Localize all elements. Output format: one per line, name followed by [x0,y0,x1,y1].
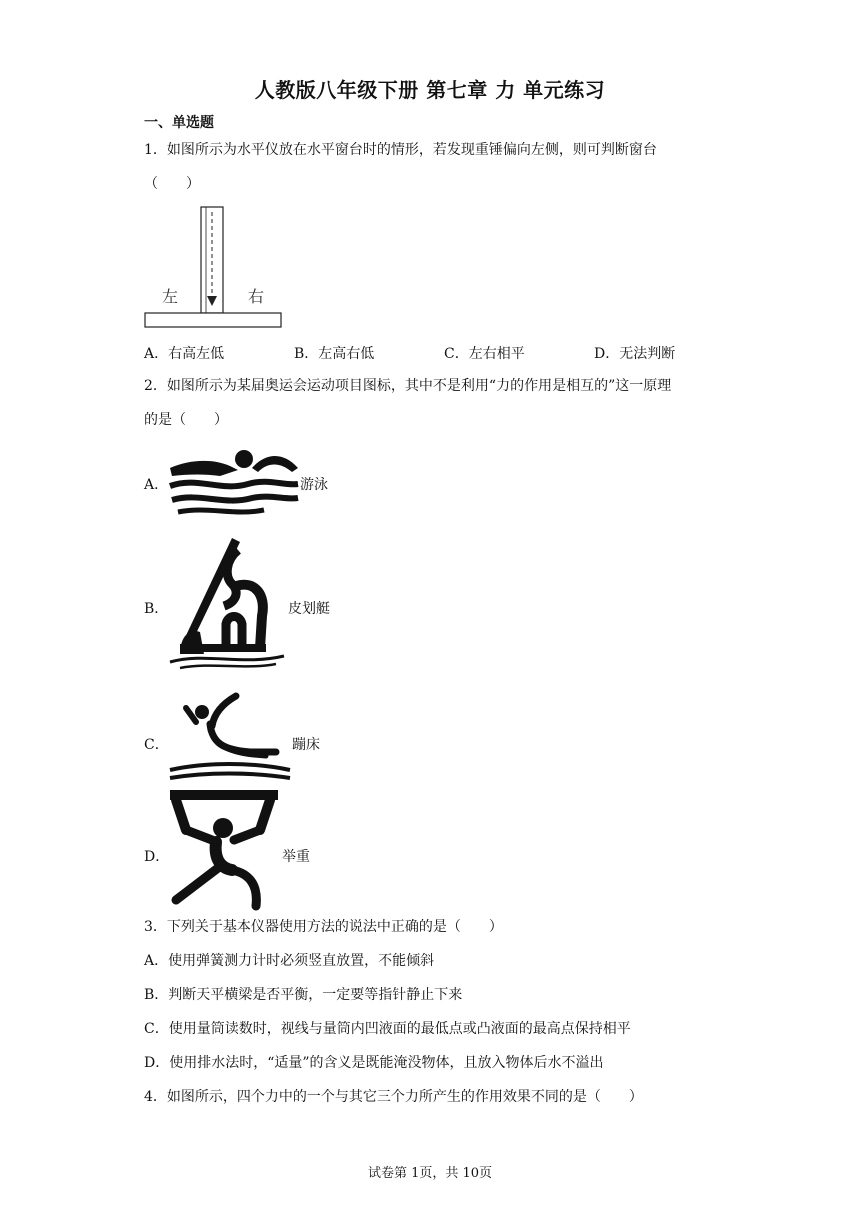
q2-option-d-letter[interactable]: D． [144,849,170,865]
page-footer: 试卷第 1页，共 10页 [367,1166,493,1181]
figure-label-right: 右 [248,287,265,306]
swimming-pictogram-icon [168,446,300,516]
q2-option-b-letter[interactable]: B． [144,601,169,617]
page-title: 人教版八年级下册 第七章 力 单元练习 [254,78,606,102]
question-2-stem-line1: 2．如图所示为某届奥运会运动项目图标，其中不是利用“力的作用是相互的”这一原理 [144,378,672,394]
question-3-stem: 3．下列关于基本仪器使用方法的说法中正确的是（ ） [144,919,503,935]
q1-option-a[interactable]: A．右高左低 [144,346,225,362]
q3-option-b[interactable]: B．判断天平横梁是否平衡，一定要等指针静止下来 [144,987,463,1003]
weightlifting-pictogram-icon [168,788,280,910]
trampoline-pictogram-icon [166,690,294,786]
q3-option-a[interactable]: A．使用弹簧测力计时必须竖直放置，不能倾斜 [144,953,435,969]
canoe-pictogram-icon [166,536,288,670]
q2-option-a-letter[interactable]: A． [144,477,169,493]
q3-option-d[interactable]: D．使用排水法时，“适量”的含义是既能淹没物体，且放入物体后水不溢出 [144,1055,604,1071]
q2-option-c-caption: 蹦床 [292,737,320,753]
question-4-stem: 4．如图所示，四个力中的一个与其它三个力所产生的作用效果不同的是（ ） [144,1089,643,1105]
q1-option-c[interactable]: C．左右相平 [444,346,525,362]
level-instrument-drawing [144,206,284,330]
q3-option-c[interactable]: C．使用量筒读数时，视线与量筒内凹液面的最低点或凸液面的最高点保持相平 [144,1021,631,1037]
q2-option-a-caption: 游泳 [300,477,328,493]
q2-option-d-caption: 举重 [282,849,310,865]
figure-label-left: 左 [162,287,179,306]
q1-option-b[interactable]: B．左高右低 [294,346,375,362]
level-instrument-figure [144,206,284,330]
q1-option-d[interactable]: D．无法判断 [594,346,676,362]
question-2-stem-line2: 的是（ ） [144,412,228,428]
section-heading: 一、单选题 [144,115,214,131]
question-1-stem: 1．如图所示为水平仪放在水平窗台时的情形，若发现重锤偏向左侧，则可判断窗台 [144,142,657,158]
q2-option-c-letter[interactable]: C． [144,737,169,753]
question-1-paren: （ ） [144,176,200,192]
q2-option-b-caption: 皮划艇 [288,601,330,617]
